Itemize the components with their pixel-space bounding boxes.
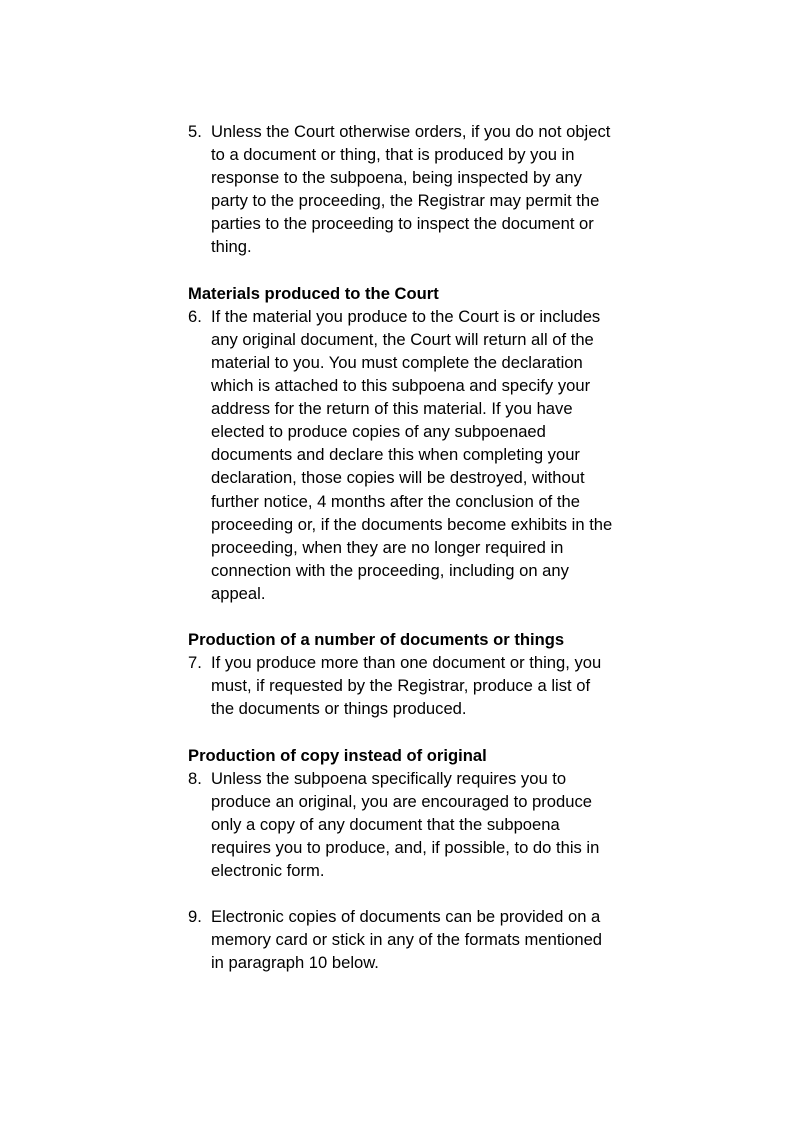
paragraph-number: 6. xyxy=(188,306,202,326)
spacer xyxy=(188,720,648,743)
paragraph-text: Electronic copies of documents can be provided on a memory card or stick in any of the formats mentioned in paragraph 10 below. xyxy=(211,907,603,973)
document-page xyxy=(188,120,648,974)
paragraph-5 xyxy=(188,120,648,259)
paragraph-text: If you produce more than one document or thing, you must, if requested by the Registrar, produce a list of the documents or things produced. xyxy=(211,653,602,719)
paragraph-6 xyxy=(188,305,648,605)
paragraph-number: 7. xyxy=(188,653,202,673)
paragraph-9 xyxy=(188,905,648,974)
paragraph-number: 5. xyxy=(188,122,202,141)
paragraph-text: If the material you produce to the Court is or includes any original document, the Court will return all of the material to you. You must complete the declaration which is attached to this subpoena and specify your address for the return of this material. If you have elected to produce copies of any subpoenaed documents and declare this when completing your declaration, those copies will be destroyed, without further notice, 4 months after the conclusion of the proceeding or, if the documents become exhibits in the proceeding, when they are no longer required in connection with the proceeding, including on any appeal. xyxy=(211,306,613,603)
spacer xyxy=(188,605,648,628)
paragraph-text: Unless the Court otherwise orders, if you do not object to a document or thing, that is produced by you in response to the subpoena, being inspected by any party to the proceeding, the Registrar may permit the parties to the proceeding to inspect the document or thing. xyxy=(211,122,611,257)
paragraph-8 xyxy=(188,767,648,882)
paragraph-7 xyxy=(188,651,648,720)
section-heading-copy-instead: Production of copy instead of original xyxy=(188,745,487,765)
section-heading-materials: Materials produced to the Court xyxy=(188,283,439,303)
paragraph-number: 9. xyxy=(188,907,202,927)
spacer xyxy=(188,882,648,905)
spacer xyxy=(188,259,648,282)
paragraph-text: Unless the subpoena specifically requires you to produce an original, you are encouraged to produce only a copy of any document that the subpoena requires you to produce, and, if possible, to do this in electronic form. xyxy=(211,768,600,880)
section-heading-number-of-documents: Production of a number of documents or things xyxy=(188,630,565,650)
paragraph-number: 8. xyxy=(188,768,202,788)
